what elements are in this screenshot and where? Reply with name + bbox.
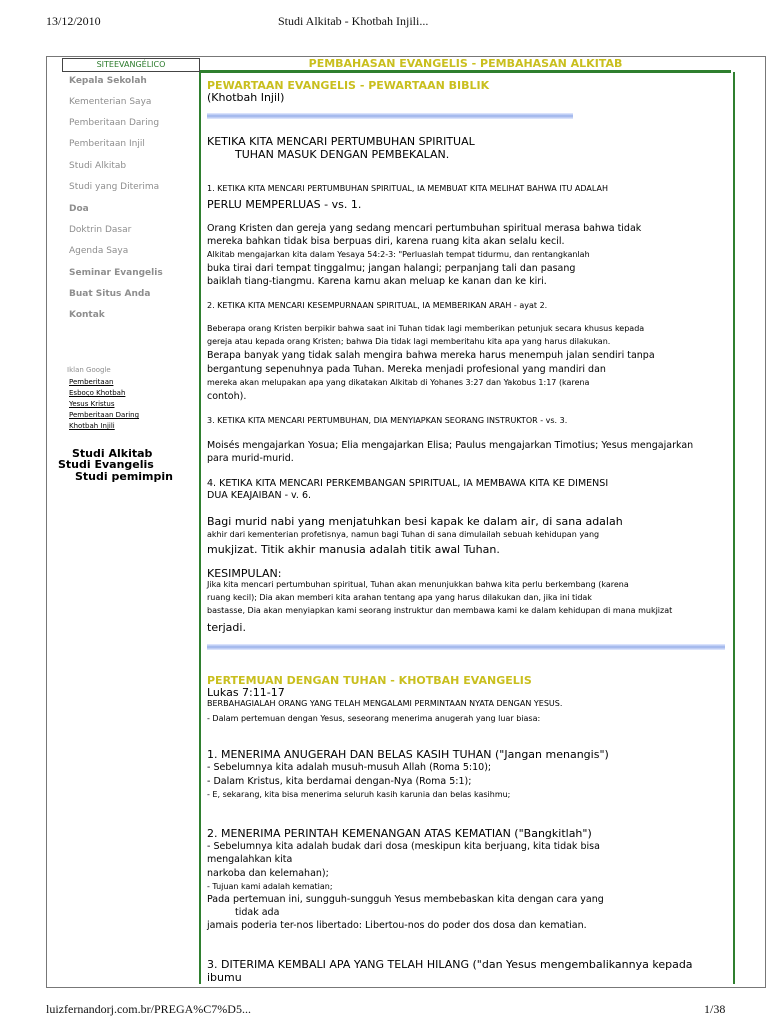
paragraph: para murid-murid. bbox=[207, 453, 294, 464]
paragraph: - Dalam pertemuan dengan Yesus, seseorang menerima anugerah yang luar biasa: bbox=[207, 714, 541, 723]
paragraph: terjadi. bbox=[207, 621, 246, 634]
nav-kepala-sekolah[interactable]: Kepala Sekolah bbox=[69, 76, 147, 86]
paragraph: - Tujuan kami adalah kematian; bbox=[207, 882, 333, 891]
nav-agenda-saya[interactable]: Agenda Saya bbox=[69, 246, 129, 256]
section1-subtitle: (Khotbah Injil) bbox=[207, 91, 285, 104]
divider bbox=[207, 644, 725, 650]
paragraph: bastasse, Dia akan menyiapkan kami seorang instruktur dan membawa kami ke dalam kehidupan di mana mukjizat bbox=[207, 606, 673, 615]
nav-kontak[interactable]: Kontak bbox=[69, 310, 105, 320]
point-1: 1. KETIKA KITA MENCARI PERTUMBUHAN SPIRITUAL, IA MEMBUAT KITA MELIHAT BAHWA ITU ADALAH bbox=[207, 184, 609, 193]
nav-studi-diterima[interactable]: Studi yang Diterima bbox=[69, 182, 160, 192]
ad-link-khotbah[interactable]: Khotbah Injili bbox=[69, 422, 115, 430]
paragraph: Moisés mengajarkan Yosua; Elia mengajarkan Elisa; Paulus mengajarkan Timotius; Yesus mengajarkan bbox=[207, 440, 694, 451]
heading-line: TUHAN MASUK DENGAN PEMBEKALAN. bbox=[235, 148, 450, 161]
point-1-cont: PERLU MEMPERLUAS - vs. 1. bbox=[207, 198, 362, 211]
top-title-bar bbox=[200, 58, 731, 73]
paragraph: - Sebelumnya kita adalah musuh-musuh Allah (Roma 5:10); bbox=[207, 762, 492, 773]
section2-title: PERTEMUAN DENGAN TUHAN - KHOTBAH EVANGELIS bbox=[207, 674, 532, 687]
ad-link-pemberitaan[interactable]: Pemberitaan bbox=[69, 378, 114, 386]
paragraph: Pada pertemuan ini, sungguh-sungguh Yesus membebaskan kita dengan cara yang bbox=[207, 894, 604, 905]
study-link-pemimpin[interactable]: Studi pemimpin bbox=[75, 470, 173, 483]
paragraph: Orang Kristen dan gereja yang sedang mencari pertumbuhan spiritual merasa bahwa tidak bbox=[207, 223, 642, 234]
ad-link-pemberitaan-daring[interactable]: Pemberitaan Daring bbox=[69, 411, 140, 419]
paragraph: Berapa banyak yang tidak salah mengira bahwa mereka harus menempuh jalan sendiri tanpa bbox=[207, 350, 655, 361]
paragraph: gereja atau kepada orang Kristen; bahwa Dia tidak lagi memberitahu kita apa yang harus dilakukan. bbox=[207, 337, 611, 346]
study-link-evangelis[interactable]: Studi Evangelis bbox=[58, 458, 154, 471]
nav-buat-situs[interactable]: Buat Situs Anda bbox=[69, 289, 151, 299]
paragraph: mengalahkan kita bbox=[207, 854, 293, 865]
nav-seminar-evangelis[interactable]: Seminar Evangelis bbox=[69, 268, 163, 278]
study-link-alkitab[interactable]: Studi Alkitab bbox=[72, 447, 153, 460]
print-url: luizfernandorj.com.br/PREGA%C7%D5... bbox=[46, 1002, 251, 1016]
site-label[interactable]: SITEEVANGÉLICO bbox=[62, 58, 200, 72]
nav-studi-alkitab[interactable]: Studi Alkitab bbox=[69, 161, 127, 171]
point-heading: 3. DITERIMA KEMBALI APA YANG TELAH HILANG ("dan Yesus mengembalikannya kepada bbox=[207, 958, 693, 971]
paragraph: Jika kita mencari pertumbuhan spiritual, Tuhan akan menunjukkan bahwa kita perlu berkembang (karena bbox=[207, 580, 629, 589]
paragraph: narkoba dan kelemahan); bbox=[207, 868, 329, 879]
point-2: 2. KETIKA KITA MENCARI KESEMPURNAAN SPIRITUAL, IA MEMBERIKAN ARAH - ayat 2. bbox=[207, 301, 548, 310]
paragraph: Alkitab mengajarkan kita dalam Yesaya 54:2-3: "Perluaslah tempat tidurmu, dan rentangkanlah bbox=[207, 250, 590, 259]
paragraph: Bagi murid nabi yang menjatuhkan besi kapak ke dalam air, di sana adalah bbox=[207, 515, 623, 528]
paragraph: tidak ada bbox=[235, 907, 280, 918]
paragraph: - Sebelumnya kita adalah budak dari dosa (meskipun kita berjuang, kita tidak bisa bbox=[207, 841, 600, 852]
paragraph: contoh). bbox=[207, 391, 247, 402]
paragraph: ruang kecil); Dia akan memberi kita arahan tentang apa yang harus dilakukan dan, jika ini tidak bbox=[207, 593, 592, 602]
paragraph: - E, sekarang, kita bisa menerima seluruh kasih karunia dan belas kasihmu; bbox=[207, 790, 511, 799]
paragraph: Beberapa orang Kristen berpikir bahwa saat ini Tuhan tidak lagi memberikan petunjuk secara khusus kepada bbox=[207, 324, 645, 333]
top-title: PEMBAHASAN EVANGELIS - PEMBAHASAN ALKITAB bbox=[308, 57, 623, 70]
nav-kementerian-saya[interactable]: Kementerian Saya bbox=[69, 97, 152, 107]
nav-pemberitaan-daring[interactable]: Pemberitaan Daring bbox=[69, 118, 160, 128]
nav-pemberitaan-injil[interactable]: Pemberitaan Injil bbox=[69, 139, 145, 149]
print-date: 13/12/2010 bbox=[46, 14, 101, 28]
paragraph: - Dalam Kristus, kita berdamai dengan-Nya (Roma 5:1); bbox=[207, 776, 472, 787]
heading-line: KETIKA KITA MENCARI PERTUMBUHAN SPIRITUAL bbox=[207, 135, 475, 148]
point-4-cont: DUA KEAJAIBAN - v. 6. bbox=[207, 490, 312, 501]
paragraph: BERBAHAGIALAH ORANG YANG TELAH MENGALAMI PERMINTAAN NYATA DENGAN YESUS. bbox=[207, 699, 563, 708]
ads-label: Iklan Google bbox=[67, 366, 111, 374]
paragraph: jamais poderia ter-nos libertado: Libertou-nos do poder dos dosa dan kematian. bbox=[207, 920, 587, 931]
point-heading: 1. MENERIMA ANUGERAH DAN BELAS KASIH TUHAN ("Jangan menangis") bbox=[207, 748, 609, 761]
ad-link-esboco[interactable]: Esboço Khotbah bbox=[69, 389, 126, 397]
section1-title: PEWARTAAN EVANGELIS - PEWARTAAN BIBLIK bbox=[207, 79, 490, 92]
nav-doktrin-dasar[interactable]: Doktrin Dasar bbox=[69, 225, 132, 235]
print-title: Studi Alkitab - Khotbah Injili... bbox=[278, 14, 429, 28]
paragraph: akhir dari kementerian profetisnya, namun bagi Tuhan di sana dimulailah sebuah kehidupan yang bbox=[207, 530, 600, 539]
paragraph: mereka bahkan tidak bisa berpuas diri, karena ruang kita akan selalu kecil. bbox=[207, 236, 565, 247]
nav-doa[interactable]: Doa bbox=[69, 204, 89, 214]
paragraph: bergantung sepenuhnya pada Tuhan. Mereka menjadi profesional yang mandiri dan bbox=[207, 364, 606, 375]
scripture-ref: Lukas 7:11-17 bbox=[207, 686, 285, 699]
point-3: 3. KETIKA KITA MENCARI PERTUMBUHAN, DIA MENYIAPKAN SEORANG INSTRUKTOR - vs. 3. bbox=[207, 416, 568, 425]
print-page-number: 1/38 bbox=[704, 1002, 726, 1016]
point-heading-cont: ibumu bbox=[207, 971, 242, 984]
paragraph: buka tirai dari tempat tinggalmu; jangan halangi; perpanjang tali dan pasang bbox=[207, 263, 576, 274]
paragraph: mukjizat. Titik akhir manusia adalah titik awal Tuhan. bbox=[207, 543, 500, 556]
paragraph: mereka akan melupakan apa yang dikatakan Alkitab di Yohanes 3:27 dan Yakobus 1:17 (karena bbox=[207, 378, 590, 387]
point-heading: 2. MENERIMA PERINTAH KEMENANGAN ATAS KEMATIAN ("Bangkitlah") bbox=[207, 827, 592, 840]
conclusion-heading: KESIMPULAN: bbox=[207, 567, 282, 580]
divider bbox=[207, 113, 573, 119]
ad-link-yesus[interactable]: Yesus Kristus bbox=[69, 400, 115, 408]
main-content bbox=[199, 72, 735, 984]
paragraph: baiklah tiang-tiangmu. Karena kamu akan meluap ke kanan dan ke kiri. bbox=[207, 276, 547, 287]
point-4: 4. KETIKA KITA MENCARI PERKEMBANGAN SPIRITUAL, IA MEMBAWA KITA KE DIMENSI bbox=[207, 478, 609, 489]
